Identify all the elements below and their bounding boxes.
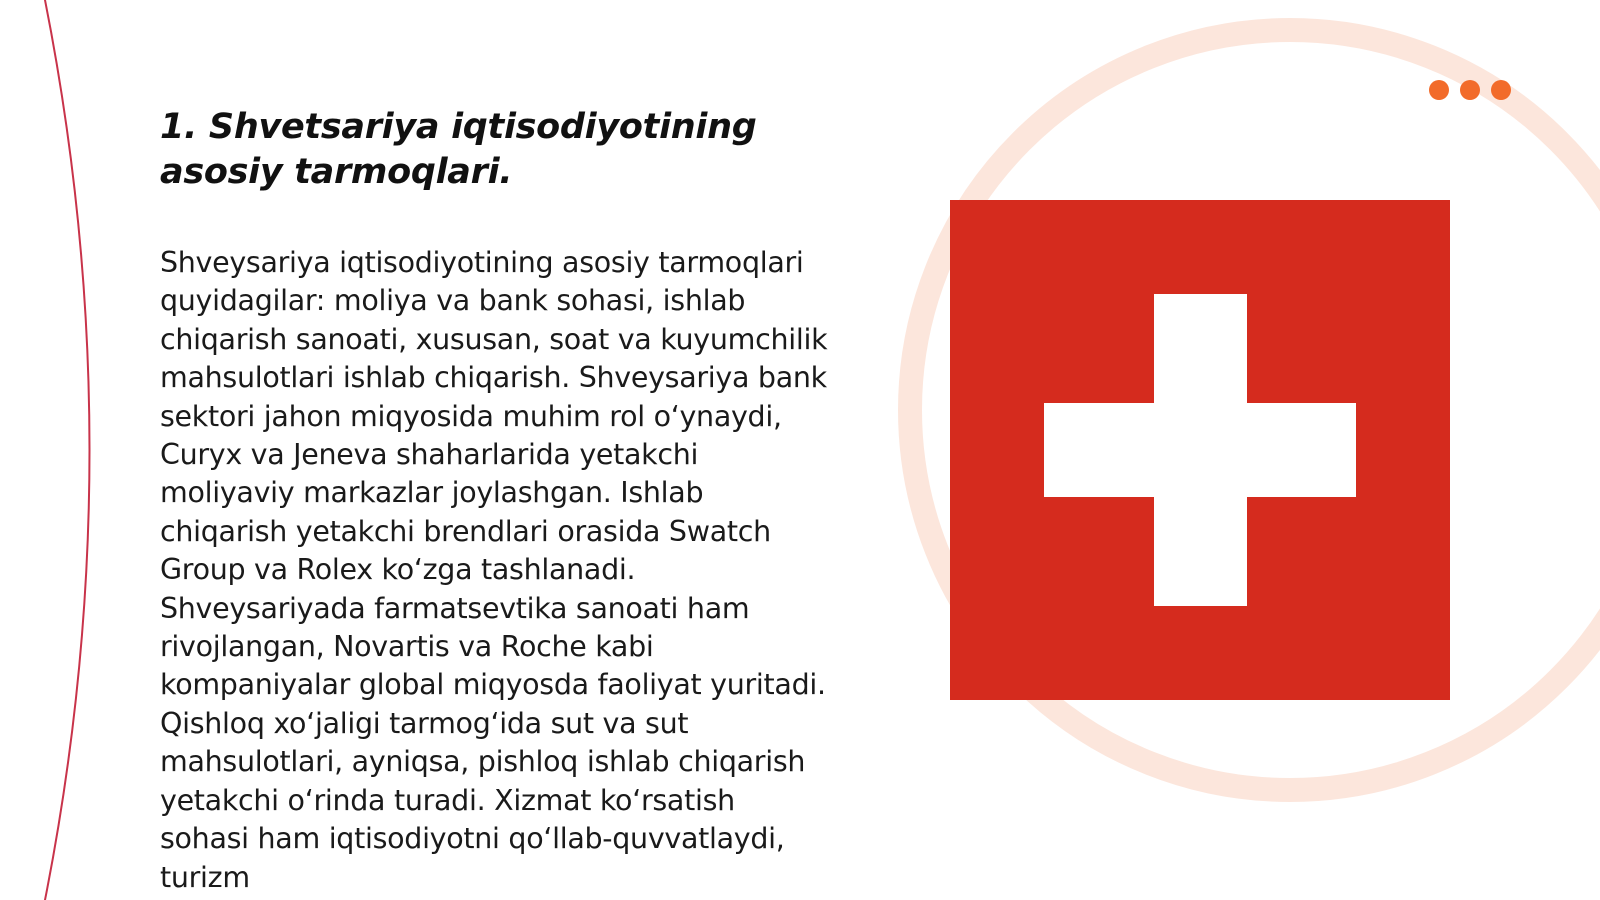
swiss-flag-icon <box>950 200 1450 700</box>
slide-title: 1. Shvetsariya iqtisodiyotining asosiy tarmoqlari. <box>160 107 757 192</box>
dot-1 <box>1429 80 1449 100</box>
more-dots-icon <box>1429 80 1511 100</box>
slide-body-text: Shveysariya iqtisodiyotining asosiy tarmoqlari quyidagilar: moliya va bank sohasi, ishlab chiqarish sanoati, xususan, soat va kuyumchilik mahsulotlari ishlab chiqarish. Shveysariya bank sektori jahon miqyosida muhim rol o‘ynaydi, Curyx va Jeneva shaharlarida yetakchi moliyaviy markazlar joylashgan. Ishlab chiqarish yetakchi brendlari orasida Swatch Group va Rolex ko‘zga tashlanadi. Shveysariyada farmatsevtika sanoati ham rivojlangan, Novartis va Roche kabi kompaniyalar global miqyosda faoliyat yuritadi. Qishloq xo‘jaligi tarmog‘ida sut va sut mahsulotlari, ayniqsa, pishloq ishlab chiqarish yetakchi o‘rinda turadi. Xizmat ko‘rsatish sohasi ham iqtisodiyotni qo‘llab-quvvatlaydi, turizm <box>160 246 828 894</box>
dot-3 <box>1491 80 1511 100</box>
flag-cross-horizontal <box>1044 403 1356 497</box>
left-accent-curve <box>44 0 90 900</box>
dot-2 <box>1460 80 1480 100</box>
